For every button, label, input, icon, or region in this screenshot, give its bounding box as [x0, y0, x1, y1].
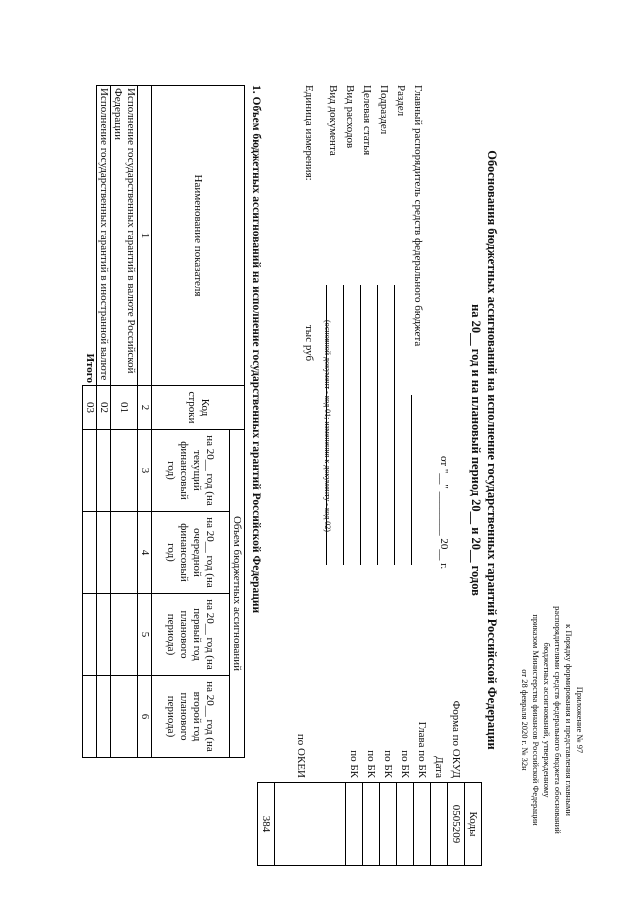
value-cell [83, 594, 97, 676]
appendix-line: от 28 февраля 2020 г. № 32н [520, 669, 530, 771]
value-cell [111, 512, 138, 594]
col-header-code: Код строки [152, 386, 245, 430]
row-code: 02 [97, 386, 111, 430]
appendix-line: приказом Министерства финансов Российской Федерации [531, 614, 541, 826]
col-header-name: Наименование показателя [152, 86, 245, 386]
col-header-plan-2: на 20__ год (на второй год планового периода) [152, 676, 230, 758]
title-line-2: на 20__ год и на плановый период 20__ и 20__ годов [469, 304, 483, 596]
bk-code-cell [397, 783, 414, 866]
value-cell [97, 512, 111, 594]
total-label: Итого [83, 353, 96, 383]
codes-table [257, 782, 482, 866]
table-row [111, 86, 138, 758]
row-name: Исполнение государственных гарантий в валюте Российской Федерации [111, 86, 138, 386]
celevaya-line [360, 285, 361, 565]
bk-code-cell [363, 783, 380, 866]
value-cell [83, 430, 97, 512]
value-cell [111, 676, 138, 758]
document-kind-note: (основной документ - код 01; изменения к документу - код 02) [323, 320, 332, 532]
celevaya-bk-label: по БК [365, 750, 377, 778]
total-code: 03 [83, 386, 97, 430]
okei-code-cell: 384 [258, 783, 275, 866]
budget-table [82, 85, 245, 758]
section-title: 1. Объем бюджетных ассигнований на исполнение государственных гарантий Российской Федерации [250, 85, 262, 614]
codes-header: Коды [465, 783, 482, 866]
value-cell [83, 512, 97, 594]
glavny-line [411, 395, 412, 565]
vid-dokumenta-label: Вид документа [327, 85, 339, 156]
date-code-cell [431, 783, 448, 866]
razdel-line [394, 285, 395, 565]
value-cell [111, 594, 138, 676]
appendix-line: распорядителями средств федерального бюджета обоснований [553, 606, 563, 834]
vid-rashodov-line [343, 285, 344, 565]
value-cell [97, 676, 111, 758]
appendix-line: к Порядку формирования и представления главными [564, 624, 574, 816]
title-line-1: Обоснования бюджетных ассигнований на исполнение государственных гарантий Российской Федерации [485, 150, 499, 750]
okei-label: по ОКЕИ [295, 733, 307, 778]
col-header-current: на 20__ год (на текущий финансовый год) [152, 430, 230, 512]
table-row [97, 86, 111, 758]
unit-label: Единица измерения: [303, 85, 315, 181]
col-number: 2 [138, 386, 152, 430]
okud-label: Форма по ОКУД [450, 700, 462, 778]
col-number: 5 [138, 594, 152, 676]
col-header-next: на 20__ год (на очередной финансовый год) [152, 512, 230, 594]
col-number: 4 [138, 512, 152, 594]
col-number: 3 [138, 430, 152, 512]
value-cell [83, 676, 97, 758]
glavny-label: Главный распорядитель средств федерального бюджета [412, 85, 424, 347]
vid-rashodov-label: Вид расходов [344, 85, 356, 149]
appendix-line: Приложение № 97 [575, 686, 585, 754]
row-name: Исполнение государственных гарантий в иностранной валюте [97, 86, 111, 386]
vid-rashodov-bk-label: по БК [348, 750, 360, 778]
total-row [83, 86, 97, 758]
appendix-header [519, 560, 585, 880]
row-code: 01 [111, 386, 138, 430]
bk-code-cell [346, 783, 363, 866]
unit-value: тыс руб [303, 325, 315, 362]
appendix-line: бюджетных ассигнований, утвержденному [542, 642, 552, 798]
okud-code-cell: 0505209 [448, 783, 465, 866]
value-cell [111, 430, 138, 512]
value-cell [97, 430, 111, 512]
razdel-bk-label: по БК [399, 750, 411, 778]
glava-code-cell [414, 783, 431, 866]
razdel-label: Раздел [395, 85, 407, 117]
bk-code-cell [380, 783, 397, 866]
doc-kind-code-cell [275, 783, 346, 866]
col-group-header: Объем бюджетных ассигнований [230, 430, 245, 758]
glava-label: Глава по БК [416, 721, 428, 778]
col-number: 1 [138, 86, 152, 386]
date-label: Дата [433, 756, 445, 778]
podrazdel-label: Подраздел [378, 85, 390, 135]
document-title [468, 130, 500, 770]
col-header-plan-1: на 20__ год (на первый год планового периода) [152, 594, 230, 676]
podrazdel-bk-label: по БК [382, 750, 394, 778]
from-date: от "__" ________ 20__ г. [438, 456, 450, 570]
celevaya-label: Целевая статья [361, 85, 373, 156]
value-cell [97, 594, 111, 676]
podrazdel-line [377, 285, 378, 565]
col-number: 6 [138, 676, 152, 758]
